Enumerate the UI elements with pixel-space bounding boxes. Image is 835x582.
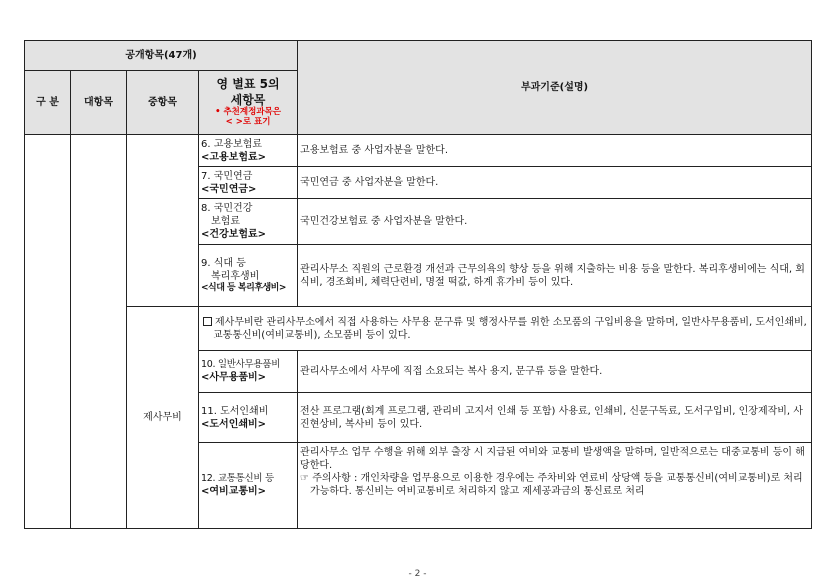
item-label: 11. 도서인쇄비 (201, 405, 269, 417)
header-law-note1: • 추천계정과목은 (215, 107, 281, 118)
page-number: - 2 - (408, 569, 427, 579)
item-label-2: 복리후생비 (211, 270, 260, 282)
desc-welfare: 관리사무소 직원의 근로환경 개선과 근무의욕의 향상 등을 위해 지출하는 비용 등을 말한다. 복리후생비에는 식대, 회식비, 경조회비, 체력단련비, 명절 떡값, 하계 휴가비 등이 있다. (298, 245, 812, 307)
item-label: 7. 국민연금 (201, 170, 253, 182)
item-account: <국민연금> (201, 183, 257, 195)
header-law-note2: < >로 표기 (225, 117, 271, 128)
item-employment-insurance (199, 135, 298, 167)
item-welfare (199, 245, 298, 307)
item-label: 9. 식대 등 (201, 257, 246, 269)
desc-transport-comm (298, 443, 812, 529)
item-account: <식대 등 복리후생비> (201, 282, 286, 293)
gubun-cell (25, 135, 71, 529)
desc-books-printing: 전산 프로그램(회계 프로그램, 관리비 고지서 인쇄 등 포함) 사용료, 인쇄비, 신문구독료, 도서구입비, 인장제작비, 사진현상비, 복사비 등이 있다. (298, 393, 812, 443)
item-account: <고용보험료> (201, 151, 267, 163)
item-label-2: 보험료 (211, 216, 240, 227)
header-gubun: 구 분 (25, 71, 71, 135)
header-law-line1: 영 별표 5의 (216, 77, 280, 92)
mid-cell-office: 제사무비 (127, 307, 199, 529)
desc-health-insurance: 국민건강보험료 중 사업자분을 말한다. (298, 199, 812, 245)
item-label: 8. 국민건강 (201, 203, 253, 214)
desc-office-supplies: 관리사무소에서 사무에 직접 소요되는 복사 용지, 문구류 등을 말한다. (298, 351, 812, 393)
item-account: <건강보험료> (201, 229, 267, 240)
header-group: 공개항목(47개) (25, 41, 298, 71)
header-mid: 중항목 (127, 71, 199, 135)
item-label: 12. 교통통신비 등 (201, 472, 274, 484)
item-health-insurance (199, 199, 298, 245)
item-account: <여비교통비> (201, 486, 267, 498)
item-account: <도서인쇄비> (201, 418, 267, 430)
item-office-supplies (199, 351, 298, 393)
item-books-printing (199, 393, 298, 443)
major-cell (71, 135, 127, 529)
item-label: 6. 고용보험료 (201, 138, 263, 150)
expense-items-table (24, 40, 812, 529)
office-intro-text: 제사무비란 관리사무소에서 직접 사용하는 사무용 문구류 및 행정사무를 위한 소모품의 구입비용을 말하며, 일반사무용품비, 도서인쇄비, 교통통신비(여비교통비), 소모품비 등이 있다. (213, 316, 807, 341)
desc-transport-note: ☞ 주의사항 : 개인차량을 업무용으로 이용한 경우에는 주차비와 연료비 상당액 등을 교통통신비(여비교통비)로 처리가능하다. 통신비는 여비교통비로 처리하지 않고 제세공과금의 통신료로 처리 (300, 473, 803, 497)
header-major: 대항목 (71, 71, 127, 135)
item-label: 10. 일반사무용품비 (201, 358, 281, 370)
header-law-line2: 세항목 (230, 92, 266, 107)
item-national-pension (199, 167, 298, 199)
checkbox-square-icon (203, 317, 212, 326)
desc-employment-insurance: 고용보험료 중 사업자분을 말한다. (298, 135, 812, 167)
header-desc: 부과기준(설명) (298, 41, 812, 135)
mid-cell-labor (127, 135, 199, 307)
header-law (199, 71, 298, 135)
item-account: <사무용품비> (201, 372, 267, 384)
item-transport-comm (199, 443, 298, 529)
office-intro (199, 307, 812, 351)
desc-transport-text: 관리사무소 업무 수행을 위해 외부 출장 시 지급된 여비와 교통비 발생액을 말하며, 일반적으로는 대중교통비 등이 해당한다. (300, 447, 805, 471)
desc-national-pension: 국민연금 중 사업자분을 말한다. (298, 167, 812, 199)
